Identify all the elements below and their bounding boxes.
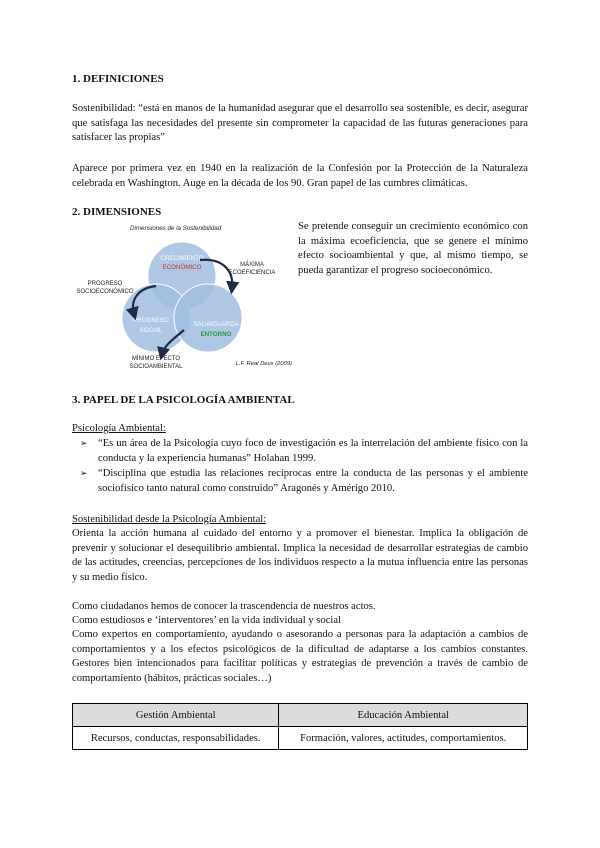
list-item [72, 467, 528, 496]
circle-top-label-2: ECONÓMICO [162, 264, 202, 271]
table-cell: Formación, valores, actitudes, comportamientos. [279, 727, 528, 750]
sustainability-psychology-subheading: Sostenibilidad desde la Psicología Ambiental: [72, 514, 267, 525]
list-item-text: “Disciplina que estudia las relaciones recíprocas entre la conducta de las personas y el ambiente sociofísico tanto natural como construido” Aragonés y Amérigo 2010. [98, 468, 528, 494]
history-paragraph: Aparece por primera vez en 1940 en la realización de la Confesión por la Protección de la Naturaleza celebrada en Washington. Auge en la década de los 90. Gran papel de las cumbres climáticas. [72, 163, 528, 189]
table-cell: Recursos, conductas, responsabilidades. [73, 727, 279, 750]
experts-paragraph: Como expertos en comportamiento, ayudando o asesorando a personas para la adaptación a cambios de comportamientos y a los efectos psicológicos de la dificultad de adaptarse a los cambios constantes. Gestores bien intencionados para facilitar políticas y estrategias de prevención a través de cambio de comportamiento (hábitos, prácticas sociales…) [72, 629, 528, 684]
section-3-heading [72, 393, 295, 407]
citizens-line: Como ciudadanos hemos de conocer la trascendencia de nuestros actos. [72, 601, 376, 612]
circle-right-label-2: ENTORNO [200, 331, 232, 338]
section-2-number: 2. [72, 206, 81, 218]
sustainability-psychology-paragraph: Orienta la acción humana al cuidado del entorno y a promover el bienestar. Implica la obligación de prevenir y solucionar el desequilibrio ambiental. Implica la necesidad de desarrollar estrategias de cambio de las actitudes, creencias, percepciones de los individuos respecto a la mutua influencia entre las personas y su medio físico. [72, 528, 528, 583]
arrow-bullet-icon: ➢ [80, 469, 88, 480]
management-education-table [72, 703, 528, 750]
diagram-credit: L.F. Real Deus (2009) [235, 361, 292, 367]
environmental-psychology-subheading: Psicología Ambiental: [72, 423, 166, 434]
list-item-text: “Es un área de la Psicología cuyo foco de investigación es la interrelación del ambiente físico con la conducta y la experiencia humanas” Holahan 1999. [98, 438, 528, 464]
diagram-title: Dimensiones de la Sostenibilidad [130, 225, 222, 232]
table-header-cell: Gestión Ambiental [73, 704, 279, 727]
socioeconomic-progress-label-2: SOCIOECONÓMICO [76, 289, 134, 295]
circle-left-label-2: SOCIAL [139, 327, 163, 334]
table-header-cell: Educación Ambiental [279, 704, 528, 727]
table-row [73, 727, 528, 750]
list-item [72, 437, 528, 466]
section-1-title: DEFINICIONES [83, 73, 164, 85]
max-ecoefficiency-label-2: ECOEFICIENCIA [228, 270, 276, 276]
circle-top-label-1: CRECIMIENTO [160, 255, 204, 262]
min-effect-label-1: MÍNIMO EFECTO [131, 356, 181, 362]
section-3-title: 3. PAPEL DE LA PSICOLOGÍA AMBIENTAL [72, 394, 295, 406]
section-2-title: DIMENSIONES [83, 206, 162, 218]
sustainability-dimensions-diagram [72, 222, 294, 374]
circle-left-label-1: PROGRESO [133, 317, 169, 324]
table-header-row [73, 704, 528, 727]
dimensions-paragraph: Se pretende conseguir un crecimiento económico con la máxima ecoeficiencia, que se genere el mínimo efecto socioambiental y que, al mismo tiempo, se pueda garantizar el progreso socioeconómico. [298, 221, 528, 276]
environment-safeguard-circle [174, 284, 242, 352]
section-1-heading [72, 72, 164, 86]
min-effect-label-2: SOCIOAMBIENTAL [129, 364, 183, 370]
section-1-number: 1. [72, 73, 81, 85]
circle-right-label-1: SALVAGUARDA [193, 321, 239, 328]
max-ecoefficiency-label-1: MÁXIMA [240, 262, 264, 268]
arrow-bullet-icon: ➢ [80, 439, 88, 449]
students-line: Como estudiosos e ‘interventores’ en la vida individual y social [72, 615, 342, 626]
definitions-list [72, 437, 528, 497]
socioeconomic-progress-label-1: PROGRESO [87, 281, 123, 287]
section-2-heading [72, 205, 161, 219]
sustainability-definition: Sostenibilidad: “está en manos de la humanidad asegurar que el desarrollo sea sostenible, es decir, asegurar que satisfaga las necesidades del presente sin comprometer la capacidad de las futuras generaciones para satisfacer las propias” [72, 103, 528, 144]
